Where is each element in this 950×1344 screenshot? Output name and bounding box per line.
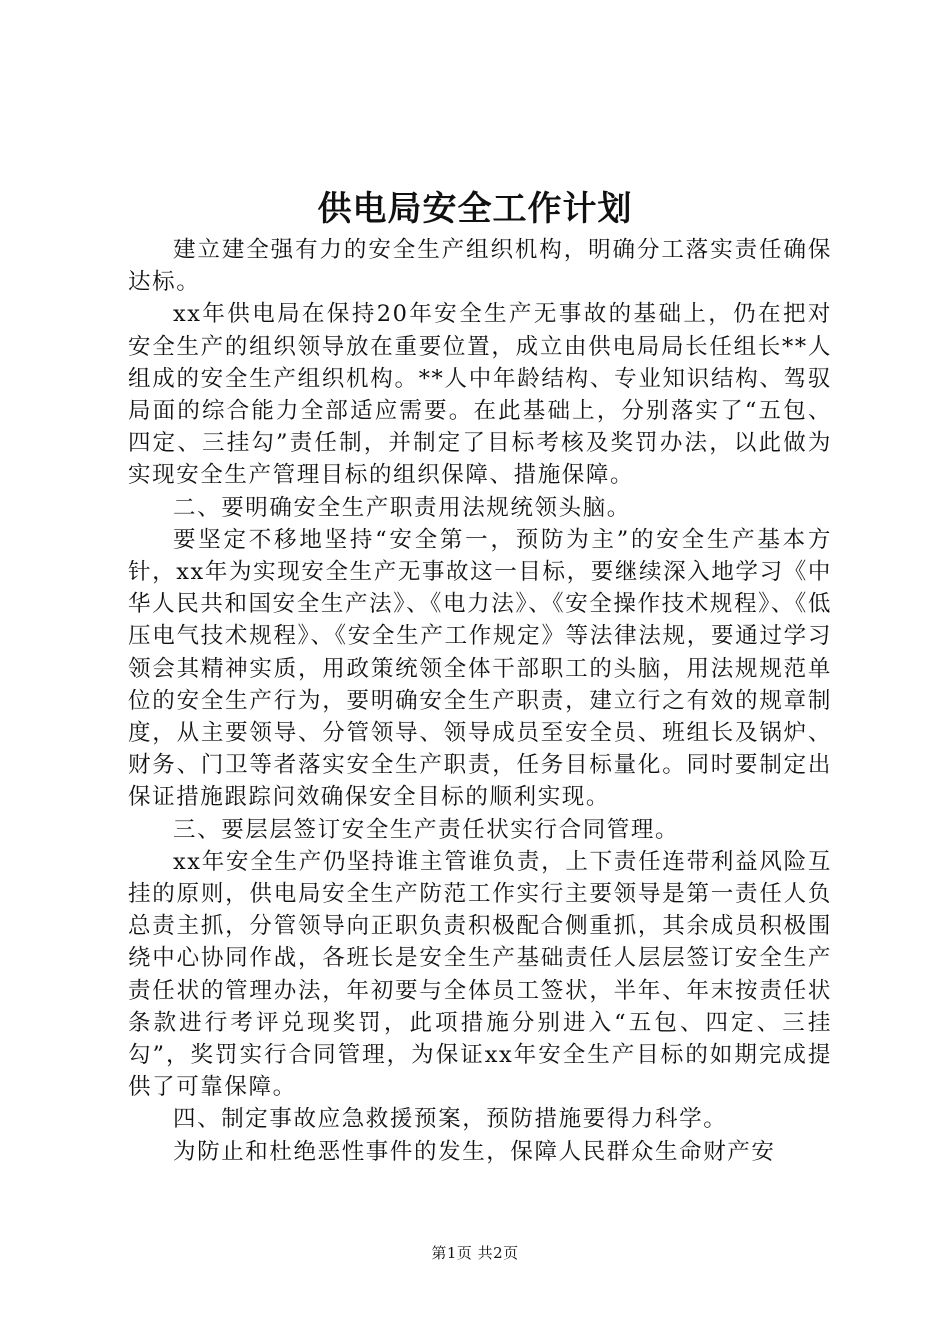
page-footer: [0, 1243, 950, 1263]
paragraph: 建立建全强有力的安全生产组织机构，明确分工落实责任确保达标。: [128, 237, 832, 296]
section-heading: 三、要层层签订安全生产责任状实行合同管理。: [173, 816, 680, 843]
section-heading: 四、制定事故应急救援预案，预防措施要得力科学。: [173, 1106, 728, 1133]
paragraph: xx年供电局在保持20年安全生产无事故的基础上，仍在把对安全生产的组织领导放在重要位置，成立由供电局局长任组长**人组成的安全生产组织机构。**人中年龄结构、专业知识结构、驾驭局面的综合能力全部适应需要。在此基础上，分别落实了“五包、四定、三挂勾”责任制，并制定了目标考核及奖罚办法，以此做为实现安全生产管理目标的组织保障、措施保障。: [128, 301, 832, 489]
paragraph: xx年安全生产仍坚持谁主管谁负责，上下责任连带利益风险互挂的原则，供电局安全生产防范工作实行主要领导是第一责任人负总责主抓，分管领导向正职负责积极配合侧重抓，其余成员积极围绕中心协同作战，各班长是安全生产基础责任人层层签订安全生产责任状的管理办法，年初要与全体员工签状，半年、年末按责任状条款进行考评兑现奖罚，此项措施分别进入“五包、四定、三挂勾”，奖罚实行合同管理，为保证xx年安全生产目标的如期完成提供了可靠保障。: [128, 848, 832, 1101]
document-body: [128, 234, 832, 1168]
section-heading: 二、要明确安全生产职责用法规统领头脑。: [173, 494, 631, 521]
document-title: 供电局安全工作计划: [317, 189, 633, 229]
paragraph: 为防止和杜绝恶性事件的发生，保障人民群众生命财产安: [173, 1138, 776, 1165]
page-number: 第1页 共2页: [431, 1244, 519, 1262]
paragraph: 要坚定不移地坚持“安全第一，预防为主”的安全生产基本方针，xx年为实现安全生产无事故这一目标，要继续深入地学习《中华人民共和国安全生产法》、《电力法》、《安全操作技术规程》、《低压电气技术规程》、《安全生产工作规定》等法律法规，要通过学习领会其精神实质，用政策统领全体干部职工的头脑，用法规规范单位的安全生产行为，要明确安全生产职责，建立行之有效的规章制度，从主要领导、分管领导、领导成员至安全员、班组长及锅炉、财务、门卫等者落实安全生产职责，任务目标量化。同时要制定出保证措施跟踪问效确保安全目标的顺利实现。: [128, 526, 832, 811]
